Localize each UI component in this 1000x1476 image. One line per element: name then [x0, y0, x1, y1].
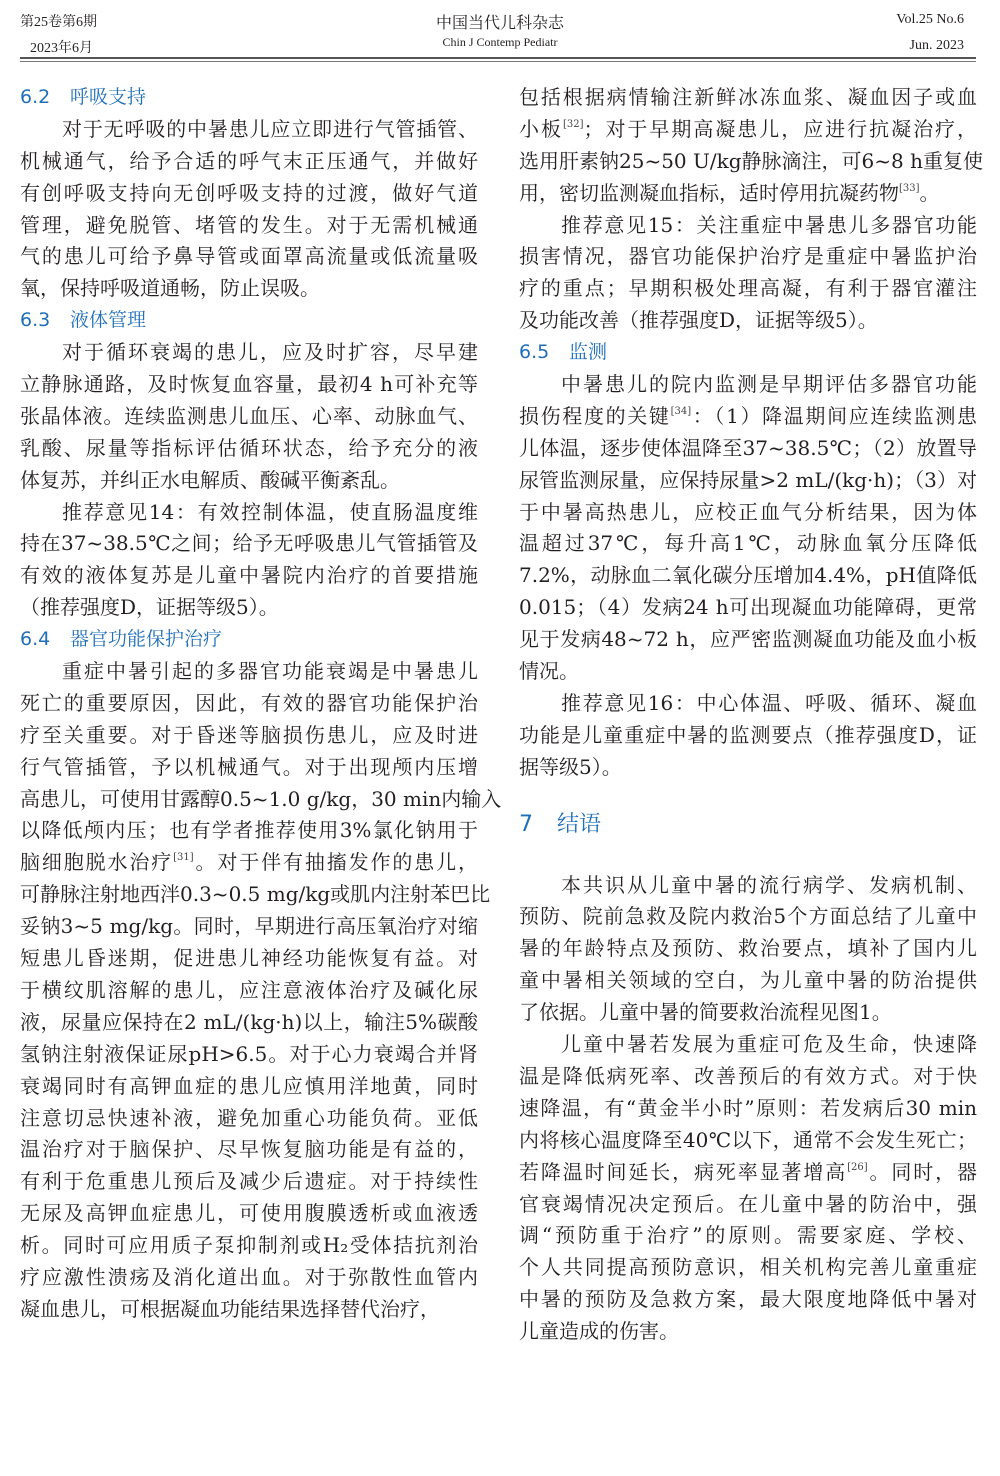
- text-line: 于横纹肌溶解的患儿，应注意液体治疗及碱化尿: [20, 977, 478, 1002]
- text-line: 选用肝素钠25~50 U/kg静脉滴注，可6~8 h重复使: [519, 148, 983, 173]
- text-line: 速降温，有“黄金半小时”原则：若发病后30 min: [519, 1095, 977, 1120]
- section-number: 6.3: [20, 309, 51, 332]
- text-line: 立静脉通路，及时恢复血容量，最初4 h可补充等: [20, 372, 478, 397]
- text-line: 温是降低病死率、改善预后的有效方式。对于快: [519, 1063, 977, 1088]
- paragraph: [519, 870, 977, 1029]
- text-line: 重症中暑引起的多器官功能衰竭是中暑患儿: [62, 659, 478, 684]
- header-rule-thin: [20, 61, 976, 62]
- text-line: 温治疗对于脑保护、尽早恢复脑功能是有益的，: [20, 1137, 478, 1162]
- text-line: 中暑患儿的院内监测是早期评估多器官功能: [561, 372, 977, 397]
- text-line: 于中暑高热患儿，应校正血气分析结果，因为体: [519, 499, 977, 524]
- text-line: 推荐意见14：有效控制体温，使直肠温度维: [62, 499, 478, 524]
- text-line: 推荐意见16：中心体温、呼吸、循环、凝血: [561, 690, 977, 715]
- text-line: （推荐强度D，证据等级5）。: [20, 595, 279, 620]
- text-line: 疗的重点；早期积极处理高凝，有利于器官灌注: [519, 276, 977, 301]
- header-date-cn: 2023年6月: [30, 41, 93, 56]
- text-line: 0.015；（4）发病24 h可出现凝血功能障碍，更常: [519, 595, 977, 620]
- text-line: 情况。: [519, 659, 579, 684]
- section-number: 7: [519, 811, 533, 837]
- text-line: 推荐意见15：关注重症中暑患儿多器官功能: [561, 212, 977, 237]
- text-line: 暑的年龄特点及预防、救治要点，填补了国内儿: [519, 936, 977, 961]
- text-line: 损害情况，器官功能保护治疗是重症中暑监护治: [519, 244, 977, 269]
- text-line: 本共识从儿童中暑的流行病学、发病机制、: [561, 872, 977, 897]
- text-line: 对于循环衰竭的患儿，应及时扩容，尽早建: [62, 340, 478, 365]
- left-column: [20, 82, 502, 1326]
- text-line: 疗应激性溃疡及消化道出血。对于弥散性血管内: [20, 1264, 478, 1289]
- text-line: 液，尿量应保持在2 mL/(kg·h)以上，输注5%碳酸: [20, 1009, 478, 1034]
- text-line: 预防、院前急救及院内救治5个方面总结了儿童中: [519, 904, 977, 929]
- text-line: 及功能改善（推荐强度D，证据等级5）。: [519, 308, 878, 333]
- header-journal-title-en: Chin J Contemp Pediatr: [442, 35, 558, 49]
- text-line: 注意切忌快速补液，避免加重心功能负荷。亚低: [20, 1105, 478, 1130]
- text-line: 衰竭同时有高钾血症的患儿应慎用洋地黄，同时: [20, 1073, 478, 1098]
- text-line: 疗至关重要。对于昏迷等脑损伤患儿，应及时进: [20, 722, 478, 747]
- text-line: 个人共同提高预防意识，相关机构完善儿童重症: [519, 1255, 977, 1280]
- text-line: 据等级5）。: [519, 754, 622, 779]
- text-line: 童中暑相关领域的空白，为儿童中暑的防治提供: [519, 968, 977, 993]
- text-line: 功能是儿童重症中暑的监测要点（推荐强度D，证: [519, 722, 977, 747]
- section-heading: [20, 305, 478, 337]
- section-number: 6.2: [20, 86, 51, 108]
- text-line: 有效的液体复苏是儿童中暑院内治疗的首要措施: [20, 563, 478, 588]
- text-line: 儿童造成的伤害。: [519, 1319, 679, 1344]
- text-line: 温超过37℃，每升高1℃，动脉血氧分压降低: [519, 531, 977, 556]
- text-line: 包括根据病情输注新鲜冰冻血浆、凝血因子或血: [519, 85, 977, 109]
- text-line: 妥钠3~5 mg/kg。同时，早期进行高压氧治疗对缩: [20, 914, 478, 939]
- text-line: 氢钠注射液保证尿pH>6.5。对于心力衰竭合并肾: [20, 1041, 478, 1066]
- paragraph: [519, 688, 977, 784]
- section-title: 监测: [569, 341, 608, 364]
- paragraph: [20, 656, 502, 1326]
- text-line: 尿管监测尿量，应保持尿量>2 mL/(kg·h)；（3）对: [519, 467, 977, 492]
- text-line: 了依据。儿童中暑的简要救治流程见图1。: [519, 1000, 892, 1025]
- text-line: 死亡的重要原因，因此，有效的器官功能保护治: [20, 690, 478, 715]
- text-line: 高患儿，可使用甘露醇0.5~1.0 g/kg，30 min内输入: [20, 786, 502, 811]
- text-line: 短患儿昏迷期，促进患儿神经功能恢复有益。对: [20, 946, 478, 971]
- section-heading: [20, 82, 478, 114]
- text-line: 持在37~38.5℃之间；给予无呼吸患儿气管插管及: [20, 531, 478, 556]
- citation-reference: [33]: [899, 182, 920, 194]
- text-line: 以降低颅内压；也有学者推荐使用3%氯化钠用于: [20, 818, 478, 843]
- text-line: 凝血患儿，可根据凝血功能结果选择替代治疗，: [20, 1296, 440, 1321]
- text-line: 脑细胞脱水治疗[31]。对于伴有抽搐发作的患儿，: [20, 850, 479, 875]
- paragraph: [20, 114, 478, 305]
- text-line: 析。同时可应用质子泵抑制剂或H₂受体拮抗剂治: [20, 1233, 478, 1258]
- paragraph: [519, 210, 977, 338]
- citation-reference: [32]: [562, 118, 584, 130]
- section-heading: [519, 810, 977, 840]
- text-line: 有利于危重患儿预后及减少后遗症。对于持续性: [20, 1169, 478, 1194]
- section-heading: [519, 337, 977, 369]
- text-line: 损伤程度的关键[34]：（1）降温期间应连续监测患: [519, 403, 977, 428]
- paragraph: [20, 337, 478, 496]
- header-volume-issue: 第25卷第6期: [20, 15, 97, 30]
- citation-reference: [26]: [847, 1161, 868, 1173]
- header-journal-title-cn: 中国当代儿科杂志: [435, 15, 564, 32]
- text-line: 调“预防重于治疗”的原则。需要家庭、学校、: [519, 1223, 977, 1248]
- section-title: 呼吸支持: [70, 86, 147, 108]
- paragraph: [519, 82, 983, 210]
- text-line: 有创呼吸支持向无创呼吸支持的过渡，做好气道: [20, 180, 478, 205]
- header-date-en: Jun. 2023: [909, 38, 964, 53]
- text-line: 7.2%，动脉血二氧化碳分压增加4.4%，pH值降低: [519, 563, 977, 588]
- citation-reference: [34]: [670, 405, 692, 417]
- header-volume-en: Vol.25 No.6: [896, 12, 964, 27]
- paragraph: [519, 369, 977, 688]
- text-line: 无尿及高钾血症患儿，可使用腹膜透析或血液透: [20, 1201, 478, 1226]
- text-line: 官衰竭情况决定预后。在儿童中暑的防治中，强: [519, 1191, 977, 1216]
- paragraph: [519, 1029, 977, 1348]
- text-line: 气的患儿可给予鼻导管或面罩高流量或低流量吸: [20, 244, 478, 269]
- text-line: 见于发病48~72 h，应严密监测凝血功能及血小板: [519, 627, 977, 652]
- section-title: 器官功能保护治疗: [70, 628, 223, 651]
- section-title: 结语: [557, 811, 602, 837]
- text-line: 氧，保持呼吸道通畅，防止误吸。: [20, 276, 320, 301]
- text-line: 若降温时间延长，病死率显著增高[26]。同时，器: [519, 1159, 978, 1184]
- text-line: 体复苏，并纠正水电解质、酸碱平衡紊乱。: [20, 467, 400, 492]
- header-rule: [20, 57, 976, 59]
- text-line: 儿体温，逐步使体温降至37~38.5℃；（2）放置导: [519, 435, 977, 460]
- text-line: 张晶体液。连续监测患儿血压、心率、动脉血气、: [20, 403, 478, 428]
- section-title: 液体管理: [70, 309, 147, 332]
- text-line: 中暑的预防及急救方案，最大限度地降低中暑对: [519, 1287, 977, 1312]
- section-heading: [20, 624, 478, 656]
- text-line: 管理，避免脱管、堵管的发生。对于无需机械通: [20, 212, 478, 237]
- text-line: 乳酸、尿量等指标评估循环状态，给予充分的液: [20, 435, 478, 460]
- right-column: [519, 82, 983, 1348]
- text-line: 对于无呼吸的中暑患儿应立即进行气管插管、: [62, 116, 478, 141]
- section-number: 6.4: [20, 628, 51, 651]
- text-line: 可静脉注射地西泮0.3~0.5 mg/kg或肌内注射苯巴比: [20, 882, 491, 907]
- text-line: 小板[32]；对于早期高凝患儿，应进行抗凝治疗，: [519, 116, 978, 141]
- text-line: 行气管插管，予以机械通气。对于出现颅内压增: [20, 754, 478, 779]
- text-line: 内将核心温度降至40℃以下，通常不会发生死亡；: [519, 1127, 977, 1152]
- text-line: 儿童中暑若发展为重症可危及生命，快速降: [561, 1032, 977, 1057]
- citation-reference: [31]: [173, 852, 194, 864]
- section-number: 6.5: [519, 341, 550, 364]
- paragraph: [20, 497, 478, 625]
- text-line: 用，密切监测凝血指标，适时停用抗凝药物[33]。: [519, 180, 940, 205]
- text-line: 机械通气，给予合适的呼气末正压通气，并做好: [20, 148, 478, 173]
